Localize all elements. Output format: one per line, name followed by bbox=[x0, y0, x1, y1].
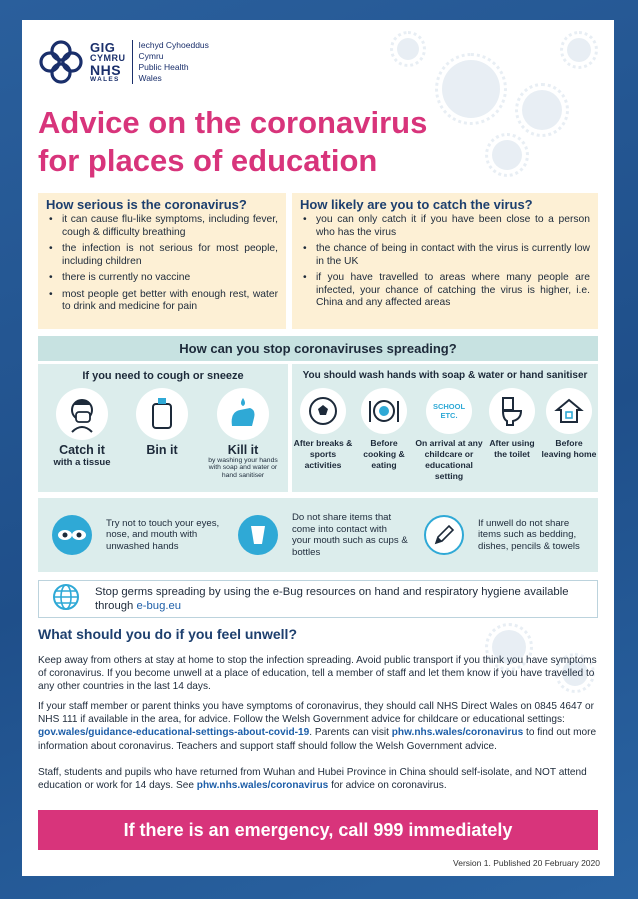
logo-divider bbox=[132, 40, 133, 84]
ebug-message: Stop germs spreading by using the e-Bug resources on hand and respiratory hygiene available through bbox=[95, 586, 569, 612]
celtic-knot-icon bbox=[38, 39, 84, 85]
logo-org-line: Wales bbox=[138, 73, 162, 83]
pencil-icon bbox=[424, 515, 464, 555]
logo-nhs: NHS bbox=[90, 61, 122, 78]
wash-heading: You should wash hands with soap & water or hand sanitiser bbox=[302, 370, 588, 381]
unwell-heading: What should you do if you feel unwell? bbox=[38, 626, 297, 642]
list-item: • the infection is not serious for most people, including children bbox=[46, 243, 278, 268]
unwell-paragraph: Keep away from others at stay at home to stop the infection spreading. Avoid public transport if you think you have symptoms of coronavirus. If you become unwell at a place of education, tell a member of staff and let them know if you have travelled to any other countries in the last 14 days. bbox=[38, 655, 597, 693]
gov-wales-link[interactable]: gov.wales/guidance-educational-settings-about-covid-19 bbox=[38, 727, 310, 739]
wash-step-home bbox=[540, 388, 598, 460]
nhs-wales-logo bbox=[38, 34, 209, 90]
tips-row bbox=[38, 498, 598, 572]
football-icon bbox=[300, 388, 346, 434]
para-text: for advice on coronavirus. bbox=[331, 780, 447, 792]
tissue-face-icon bbox=[56, 388, 108, 440]
wash-step-label: Before cooking & eating bbox=[363, 438, 405, 470]
logo-cymru: CYMRU bbox=[90, 52, 126, 63]
kill-it-step bbox=[202, 388, 284, 479]
list-item: • there is currently no vaccine bbox=[46, 272, 278, 285]
para-text: If your staff member or parent thinks you have symptoms of coronavirus, they should call NHS Direct Wales on 0845 4647 or NHS 111 if available in the area, for advice. Follow the Welsh Government advice for childcare or educational settings: bbox=[38, 701, 594, 726]
poster bbox=[22, 20, 614, 876]
emergency-banner: If there is an emergency, call 999 immediately bbox=[38, 810, 598, 850]
tip-text: Try not to touch your eyes, nose, and mouth with unwashed hands bbox=[106, 517, 220, 552]
bin-icon bbox=[136, 388, 188, 440]
toilet-icon bbox=[489, 388, 535, 434]
title-line: Advice on the coronavirus bbox=[38, 105, 428, 140]
phw-link[interactable]: phw.nhs.wales/coronavirus bbox=[391, 727, 524, 739]
virus-decoration bbox=[397, 38, 419, 60]
eyes-icon bbox=[52, 515, 92, 555]
catch-it-sub: with a tissue bbox=[53, 457, 111, 468]
wash-step-label: On arrival at any childcare or educational setting bbox=[415, 438, 483, 481]
tip-item bbox=[424, 498, 594, 572]
wash-step-label: Before leaving home bbox=[541, 438, 597, 459]
unwell-paragraph bbox=[38, 700, 600, 753]
cough-heading: If you need to cough or sneeze bbox=[82, 370, 244, 382]
ebug-box bbox=[38, 580, 598, 618]
para-text: to find out more information about coronavirus. Teachers and support staff should follow the Welsh Government advice. bbox=[38, 727, 597, 752]
school-icon bbox=[426, 388, 472, 434]
serious-list bbox=[46, 214, 278, 314]
likely-list bbox=[300, 214, 590, 310]
ebug-text bbox=[95, 585, 585, 613]
serious-heading: How serious is the coronavirus? bbox=[46, 197, 247, 212]
wash-step-label: After breaks & sports activities bbox=[293, 438, 353, 470]
wash-step-toilet bbox=[484, 388, 540, 460]
kill-it-sub: by washing your hands with soap and water or hand sanitiser bbox=[208, 457, 278, 479]
kill-it-label: Kill it bbox=[227, 443, 259, 457]
cup-icon bbox=[238, 515, 278, 555]
handwash-icon bbox=[217, 388, 269, 440]
list-item: • it can cause flu-like symptoms, including fever, cough & difficulty breathing bbox=[46, 214, 278, 239]
wash-step-eating bbox=[354, 388, 414, 471]
wash-panel bbox=[292, 364, 598, 492]
tip-text: If unwell do not share items such as bedding, dishes, pencils & towels bbox=[478, 517, 580, 552]
list-item: • if you have travelled to areas where many people are infected, your chance of catching the virus is higher, i.e. China and any affected areas bbox=[300, 272, 590, 310]
title-line: for places of education bbox=[38, 143, 378, 178]
logo-org-line: Cymru bbox=[138, 51, 164, 61]
cough-panel bbox=[38, 364, 288, 492]
tip-item bbox=[52, 498, 232, 572]
page-title bbox=[38, 104, 538, 180]
logo-org-name bbox=[139, 40, 209, 84]
logo-wordmark bbox=[90, 41, 126, 84]
catch-it-step bbox=[42, 388, 122, 468]
globe-icon bbox=[49, 583, 83, 616]
logo-org-line: Public Health bbox=[138, 62, 189, 72]
list-item: • the chance of being in contact with the virus is currently low in the UK bbox=[300, 243, 590, 268]
phw-link[interactable]: phw.nhs.wales/coronavirus bbox=[196, 780, 329, 792]
wash-step-breaks bbox=[292, 388, 354, 471]
wash-step-label: After using the toilet bbox=[489, 438, 535, 459]
serious-box bbox=[38, 193, 286, 329]
tip-text: Do not share items that come into contact with your mouth such as cups & bottles bbox=[292, 512, 408, 558]
home-icon bbox=[546, 388, 592, 434]
logo-org-line: Iechyd Cyhoeddus bbox=[138, 40, 209, 50]
tip-item bbox=[238, 498, 418, 572]
virus-decoration bbox=[567, 38, 591, 62]
plate-icon bbox=[361, 388, 407, 434]
list-item: • you can only catch it if you have been close to a person who has the virus bbox=[300, 214, 590, 239]
bin-it-step bbox=[126, 388, 198, 457]
likely-box bbox=[292, 193, 598, 329]
logo-wales: WALES bbox=[90, 75, 120, 83]
para-text: . Parents can visit bbox=[309, 727, 389, 739]
bin-it-label: Bin it bbox=[146, 443, 178, 457]
ebug-link[interactable]: e-bug.eu bbox=[136, 600, 182, 612]
stop-heading: How can you stop coronaviruses spreading? bbox=[38, 336, 598, 361]
list-item: • most people get better with enough rest, water to drink and medicine for pain bbox=[46, 289, 278, 314]
version-note: Version 1. Published 20 February 2020 bbox=[453, 858, 600, 868]
para-text: Staff, students and pupils who have returned from Wuhan and Hubei Province in China should self-isolate, and NOT attend education or work for 14 days. See bbox=[38, 767, 587, 792]
school-label: SCHOOL ETC. bbox=[432, 402, 466, 420]
logo-gig: GIG bbox=[90, 39, 116, 55]
wash-step-arrival bbox=[414, 388, 484, 482]
catch-it-label: Catch it bbox=[59, 443, 105, 457]
unwell-paragraph bbox=[38, 766, 600, 792]
likely-heading: How likely are you to catch the virus? bbox=[300, 197, 533, 212]
